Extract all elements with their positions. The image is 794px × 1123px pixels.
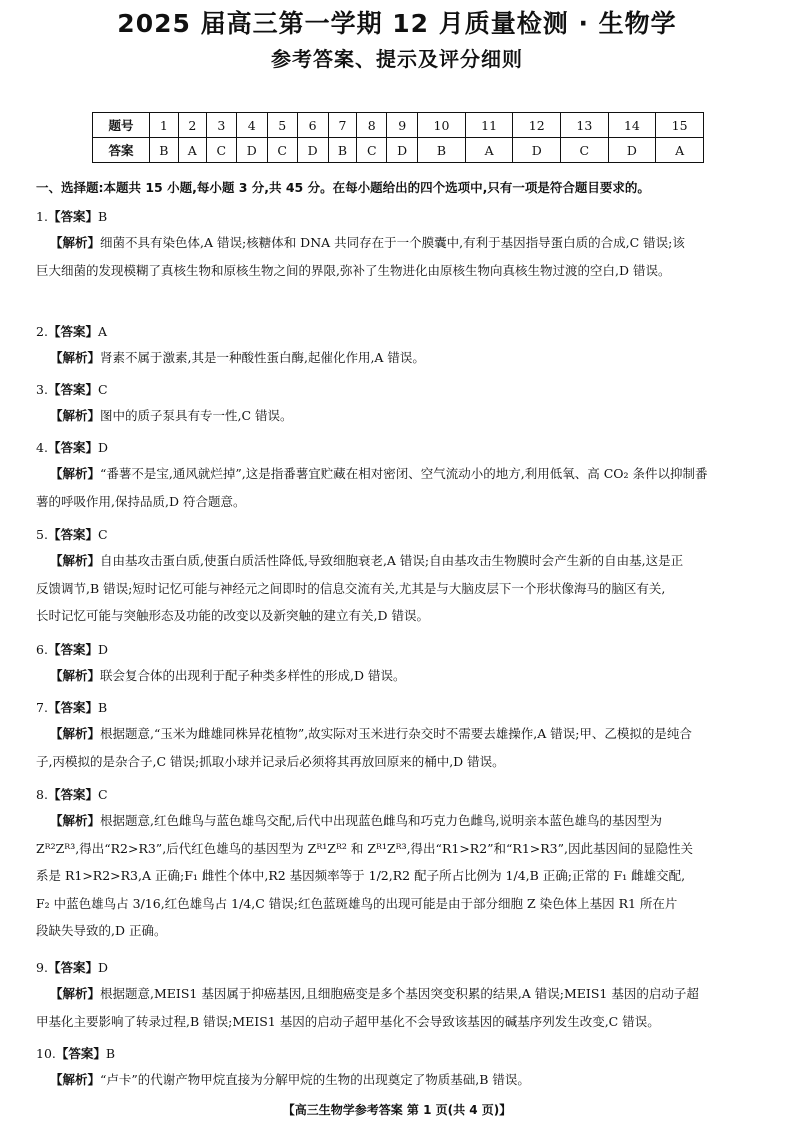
analysis-label: 【解析】 [50, 553, 101, 568]
analysis-label: 【解析】 [50, 1072, 101, 1087]
analysis-block [36, 1066, 772, 1094]
question-answer-line [36, 698, 766, 716]
row-header-answer: 答案 [93, 138, 150, 163]
answer-value: D [97, 960, 108, 975]
analysis-line [36, 402, 772, 430]
question-number-cell: 13 [561, 113, 609, 138]
question-number-cell: 10 [418, 113, 466, 138]
question-number: 10. [36, 1046, 56, 1061]
analysis-label: 【解析】 [50, 350, 101, 365]
answer-table [92, 112, 704, 163]
question-number: 1. [36, 209, 48, 224]
analysis-text: 根据题意,MEIS1 基因属于抑癌基因,且细胞癌变是多个基因突变积累的结果,A 错误;MEIS1 基因的启动子超 [100, 986, 699, 1001]
analysis-line [36, 1066, 772, 1094]
analysis-block [36, 547, 772, 630]
analysis-line [36, 890, 772, 918]
answer-label: 【答案】 [55, 1046, 106, 1061]
answer-cell: A [465, 138, 513, 163]
answer-label: 【答案】 [47, 642, 98, 657]
answer-label: 【答案】 [47, 440, 98, 455]
answer-cell: D [236, 138, 267, 163]
answer-label: 【答案】 [47, 960, 98, 975]
section-heading: 一、选择题:本题共 15 小题,每小题 3 分,共 45 分。在每小题给出的四个选项中,只有一项是符合题目要求的。 [36, 180, 650, 195]
answer-label: 【答案】 [47, 527, 98, 542]
analysis-text: 反馈调节,B 错误;短时记忆可能与神经元之间即时的信息交流有关,尤其是与大脑皮层下一个形状像海马的脑区有关, [36, 580, 666, 596]
analysis-block [36, 402, 772, 430]
question-answer-line [36, 438, 766, 456]
question-number-cell: 12 [513, 113, 561, 138]
answer-cell: D [297, 138, 328, 163]
answer-cell: C [357, 138, 387, 163]
analysis-label: 【解析】 [50, 466, 101, 481]
page-title: 2025 届高三第一学期 12 月质量检测 · 生物学 [117, 9, 677, 38]
analysis-text: 自由基攻击蛋白质,使蛋白质活性降低,导致细胞衰老,A 错误;自由基攻击生物膜时会产生新的自由基,这是正 [100, 553, 684, 568]
question-answer-line [36, 525, 766, 543]
page-subtitle: 参考答案、提示及评分细则 [271, 47, 523, 71]
answer-cell: A [656, 138, 704, 163]
analysis-line [36, 862, 772, 890]
answer-value: B [105, 1046, 116, 1061]
question-number: 5. [36, 527, 48, 542]
answer-cell: C [267, 138, 297, 163]
answer-value: B [97, 209, 108, 224]
question-number: 4. [36, 440, 48, 455]
analysis-label: 【解析】 [50, 813, 101, 828]
analysis-block [36, 344, 772, 372]
question-answer-line [36, 207, 766, 225]
analysis-label: 【解析】 [50, 986, 101, 1001]
answer-cell: D [513, 138, 561, 163]
question-number-cell: 3 [206, 113, 236, 138]
analysis-label: 【解析】 [50, 668, 101, 683]
analysis-text: 根据题意,红色雌鸟与蓝色雄鸟交配,后代中出现蓝色雌鸟和巧克力色雌鸟,说明亲本蓝色雄鸟的基因型为 [100, 813, 662, 828]
analysis-text: 段缺失导致的,D 正确。 [36, 923, 167, 938]
question-number-cell: 5 [267, 113, 297, 138]
answer-cell: D [608, 138, 656, 163]
answer-cell: B [328, 138, 357, 163]
question-answer-line [36, 322, 766, 340]
analysis-line [36, 257, 772, 285]
answer-cell: C [561, 138, 609, 163]
analysis-text: 图中的质子泵具有专一性,C 错误。 [100, 408, 293, 423]
question-number: 9. [36, 960, 48, 975]
analysis-label: 【解析】 [50, 235, 101, 250]
analysis-line [36, 229, 772, 257]
answer-value: C [97, 527, 108, 542]
analysis-block [36, 460, 772, 515]
analysis-text: 根据题意,“玉米为雌雄同株异花植物”,故实际对玉米进行杂交时不需要去雄操作,A 错误;甲、乙模拟的是纯合 [100, 726, 692, 741]
analysis-line [36, 1008, 772, 1036]
answer-value: B [97, 700, 108, 715]
analysis-line [36, 662, 772, 690]
analysis-text: 薯的呼吸作用,保持品质,D 符合题意。 [36, 493, 246, 509]
analysis-text: “番薯不是宝,通风就烂掉”,这是指番薯宜贮藏在相对密闭、空气流动小的地方,利用低氧、高 CO₂ 条件以抑制番 [100, 466, 708, 481]
analysis-line [36, 488, 772, 516]
analysis-block [36, 720, 772, 775]
analysis-line [36, 720, 772, 748]
answer-cell: C [206, 138, 236, 163]
analysis-line [36, 835, 772, 863]
question-answer-line [36, 640, 766, 658]
analysis-block [36, 229, 772, 284]
question-number-cell: 9 [387, 113, 418, 138]
answer-row [93, 138, 704, 163]
question-number: 2. [36, 324, 48, 339]
analysis-block [36, 980, 772, 1035]
question-number: 3. [36, 382, 48, 397]
analysis-text: 子,丙模拟的是杂合子,C 错误;抓取小球并记录后必须将其再放回原来的桶中,D 错误。 [36, 753, 505, 769]
answer-cell: B [418, 138, 466, 163]
analysis-line [36, 748, 772, 776]
row-header-number: 题号 [93, 113, 150, 138]
question-number-cell: 11 [465, 113, 513, 138]
analysis-text: 巨大细菌的发现模糊了真核生物和原核生物之间的界限,弥补了生物进化由原核生物向真核生物过渡的空白,D 错误。 [36, 262, 671, 278]
answer-value: A [97, 324, 107, 339]
question-number-row [93, 113, 704, 138]
question-number-cell: 6 [297, 113, 328, 138]
analysis-text: “卢卡”的代谢产物甲烷直接为分解甲烷的生物的出现奠定了物质基础,B 错误。 [100, 1072, 530, 1087]
answer-value: D [97, 642, 108, 657]
analysis-label: 【解析】 [50, 726, 101, 741]
analysis-text: Zᴿ²Zᴿ³,得出“R2>R3”,后代红色雄鸟的基因型为 Zᴿ¹Zᴿ² 和 Zᴿ¹Zᴿ³,得出“R1>R2”和“R1>R3”,因此基因间的显隐性关 [36, 840, 694, 856]
answer-value: C [97, 787, 108, 802]
question-number: 8. [36, 787, 48, 802]
answer-cell: D [387, 138, 418, 163]
analysis-text: F₂ 中蓝色雄鸟占 3/16,红色雄鸟占 1/4,C 错误;红色蓝斑雄鸟的出现可能是由于部分细胞 Z 染色体上基因 R1 所在片 [36, 895, 678, 911]
question-answer-line [36, 380, 766, 398]
analysis-line [36, 917, 772, 945]
page-footer: 【高三生物学参考答案 第 1 页(共 4 页)】 [282, 1103, 512, 1117]
answer-value: D [97, 440, 108, 455]
question-number-cell: 1 [150, 113, 179, 138]
answer-label: 【答案】 [47, 700, 98, 715]
question-number-cell: 8 [357, 113, 387, 138]
question-number-cell: 7 [328, 113, 357, 138]
analysis-text: 甲基化主要影响了转录过程,B 错误;MEIS1 基因的启动子超甲基化不会导致该基因的碱基序列发生改变,C 错误。 [36, 1013, 660, 1029]
question-number-cell: 4 [236, 113, 267, 138]
analysis-line [36, 547, 772, 575]
question-number-cell: 2 [178, 113, 206, 138]
question-answer-line [36, 1044, 766, 1062]
question-number-cell: 14 [608, 113, 656, 138]
analysis-line [36, 807, 772, 835]
analysis-label: 【解析】 [50, 408, 101, 423]
analysis-line [36, 602, 772, 630]
question-number: 7. [36, 700, 48, 715]
analysis-text: 细菌不具有染色体,A 错误;核糖体和 DNA 共同存在于一个膜囊中,有利于基因指导蛋白质的合成,C 错误;该 [100, 235, 685, 250]
answer-label: 【答案】 [47, 209, 98, 224]
analysis-text: 系是 R1>R2>R3,A 正确;F₁ 雌性个体中,R2 基因频率等于 1/2,R2 配子所占比例为 1/4,B 正确;正常的 F₁ 雌雄交配, [36, 868, 686, 883]
answer-label: 【答案】 [47, 324, 98, 339]
analysis-block [36, 807, 772, 945]
question-answer-line [36, 785, 766, 803]
analysis-text: 联会复合体的出现利于配子种类多样性的形成,D 错误。 [100, 668, 406, 683]
analysis-block [36, 662, 772, 690]
question-number: 6. [36, 642, 48, 657]
answer-cell: B [150, 138, 179, 163]
question-number-cell: 15 [656, 113, 704, 138]
question-answer-line [36, 958, 766, 976]
analysis-text: 长时记忆可能与突触形态及功能的改变以及新突触的建立有关,D 错误。 [36, 608, 429, 623]
answer-cell: A [178, 138, 206, 163]
analysis-line [36, 575, 772, 603]
answer-label: 【答案】 [47, 382, 98, 397]
analysis-line [36, 980, 772, 1008]
analysis-line [36, 460, 772, 488]
analysis-text: 肾素不属于激素,其是一种酸性蛋白酶,起催化作用,A 错误。 [100, 350, 425, 365]
answer-value: C [97, 382, 108, 397]
analysis-line [36, 344, 772, 372]
answer-label: 【答案】 [47, 787, 98, 802]
